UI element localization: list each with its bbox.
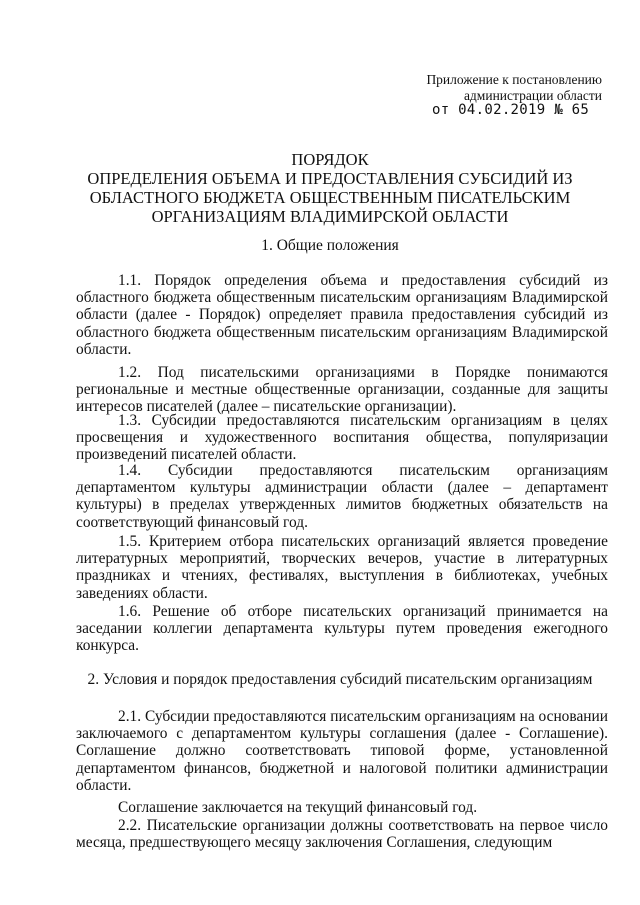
decree-reference: от 04.02.2019 № 65 [432,102,590,118]
paragraph-1-3: 1.3. Субсидии предоставляются писательским организациям в целях просвещения и художественного воспитания общества, популяризации произведений писателей области. [76,412,608,464]
title-line-2: ОПРЕДЕЛЕНИЯ ОБЪЕМА И ПРЕДОСТАВЛЕНИЯ СУБСИДИЙ ИЗ [87,169,573,188]
paragraph-1-1: 1.1. Порядок определения объема и предоставления субсидий из областного бюджета общественным писательским организациям Владимирской области (далее - Порядок) определяет правила предоставления субсидий из областного бюджета общественным писательским организациям Владимирской области. [76,272,608,358]
appendix-line-1: Приложение к постановлению [426,72,602,87]
section-2-heading: 2. Условия и порядок предоставления субсидий писательским организациям [87,671,593,688]
paragraph-1-6: 1.6. Решение об отборе писательских организаций принимается на заседании коллегии департамента культуры путем проведения ежегодного конкурса. [76,603,608,655]
section-1-heading: 1. Общие положения [261,237,399,254]
paragraph-2-1: 2.1. Субсидии предоставляются писательским организациям на основании заключаемого с департаментом культуры соглашения (далее - Соглашение). Соглашение должно соответствовать типовой форме, установленной департаментом финансов, бюджетной и налоговой политики администрации области. [76,708,608,794]
appendix-line-2: администрации области [463,88,602,103]
appendix-note [342,72,602,104]
document-title [60,150,600,226]
paragraph-1-2: 1.2. Под писательскими организациями в Порядке понимаются региональные и местные общественные организации, созданные для защиты интересов писателей (далее – писательские организации). [76,364,608,416]
title-line-1: ПОРЯДОК [291,150,369,169]
paragraph-1-4: 1.4. Субсидии предоставляются писательским организациям департаментом культуры администрации области (далее – департамент культуры) в пределах утвержденных лимитов бюджетных обязательств на соответствующий финансовый год. [76,462,608,531]
paragraph-2-1-note: Соглашение заключается на текущий финансовый год. [118,799,478,816]
paragraph-1-5: 1.5. Критерием отбора писательских организаций является проведение литературных мероприятий, творческих вечеров, участие в литературных праздниках и чтениях, фестивалях, выступления в библиотеках, учебных заведениях области. [76,533,608,602]
paragraph-2-2: 2.2. Писательские организации должны соответствовать на первое число месяца, предшествующего месяцу заключения Соглашения, следующим [76,817,608,852]
title-line-3: ОБЛАСТНОГО БЮДЖЕТА ОБЩЕСТВЕННЫМ ПИСАТЕЛЬСКИМ [89,188,571,207]
title-line-4: ОРГАНИЗАЦИЯМ ВЛАДИМИРСКОЙ ОБЛАСТИ [151,207,509,226]
